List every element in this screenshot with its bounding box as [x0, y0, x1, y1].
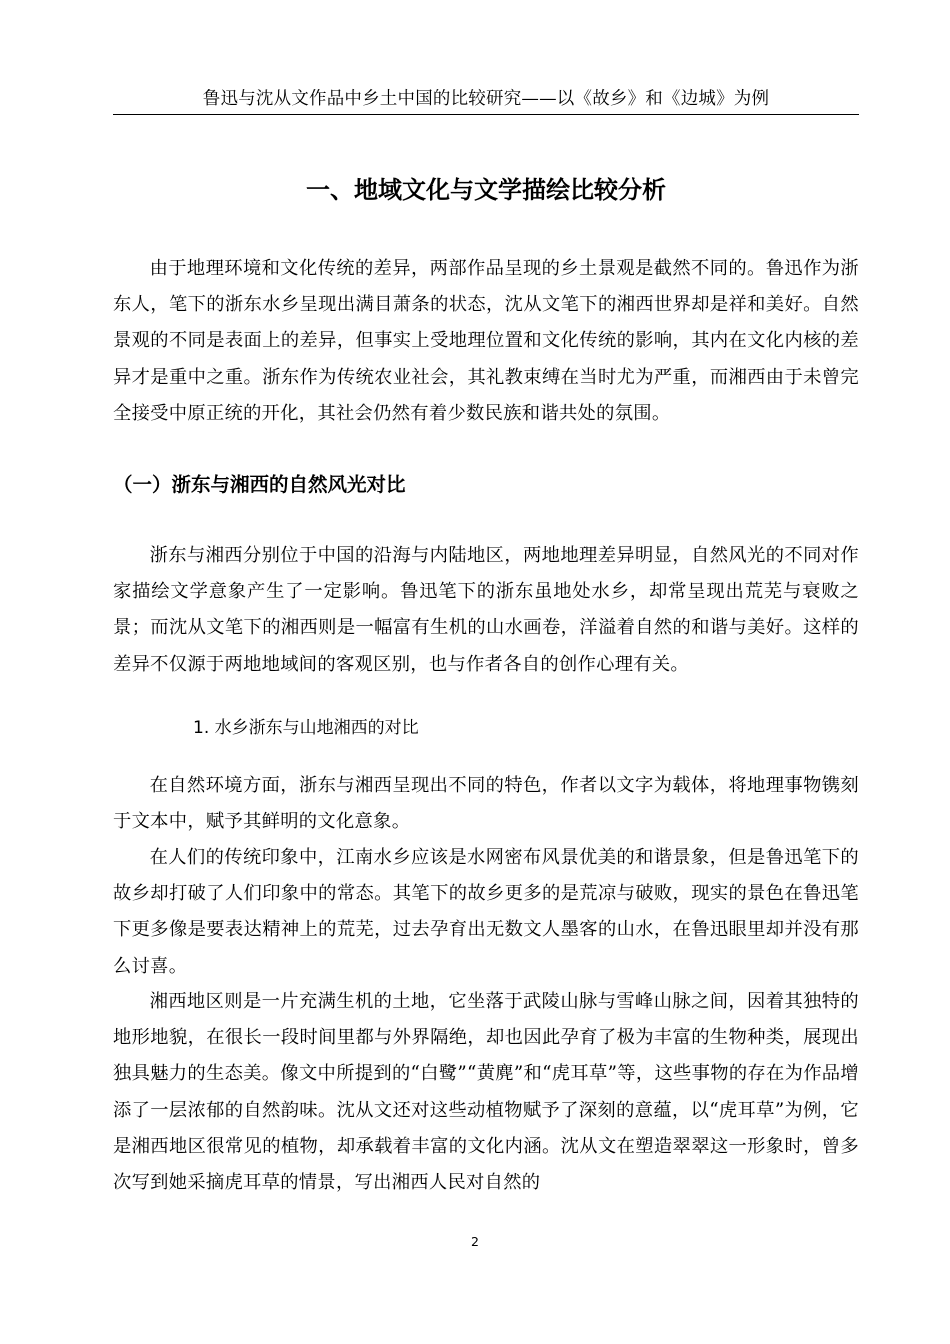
subsection-paragraph-1: 在自然环境方面，浙东与湘西呈现出不同的特色，作者以文字为载体，将地理事物镌刻于文本中，赋予其鲜明的文化意象。	[113, 775, 859, 833]
page-number: 2	[471, 1234, 479, 1249]
section-heading: （一）浙东与湘西的自然风光对比	[113, 473, 406, 496]
running-header: 鲁迅与沈从文作品中乡土中国的比较研究——以《故乡》和《边城》为例	[202, 89, 770, 109]
chapter-title: 一、地域文化与文学描绘比较分析	[306, 176, 666, 204]
section-paragraph: 浙东与湘西分别位于中国的沿海与内陆地区，两地地理差异明显，自然风光的不同对作家描绘文学意象产生了一定影响。鲁迅笔下的浙东虽地处水乡，却常呈现出荒芜与衰败之景；而沈从文笔下的湘西则是一幅富有生机的山水画卷，洋溢着自然的和谐与美好。这样的差异不仅源于两地地域间的客观区别，也与作者各自的创作心理有关。	[113, 545, 859, 675]
intro-paragraph: 由于地理环境和文化传统的差异，两部作品呈现的乡土景观是截然不同的。鲁迅作为浙东人，笔下的浙东水乡呈现出满目萧条的状态，沈从文笔下的湘西世界却是祥和美好。自然景观的不同是表面上的差异，但事实上受地理位置和文化传统的影响，其内在文化内核的差异才是重中之重。浙东作为传统农业社会，其礼教束缚在当时尤为严重，而湘西由于未曾完全接受中原正统的开化，其社会仍然有着少数民族和谐共处的氛围。	[113, 258, 859, 424]
subsection-paragraph-3: 湘西地区则是一片充满生机的土地，它坐落于武陵山脉与雪峰山脉之间，因着其独特的地形地貌，在很长一段时间里都与外界隔绝，却也因此孕育了极为丰富的生物种类，展现出独具魅力的生态美。像文中所提到的“白鹭”“黄麂”和“虎耳草”等，这些事物的存在为作品增添了一层浓郁的自然韵味。沈从文还对这些动植物赋予了深刻的意蕴，以“虎耳草”为例，它是湘西地区很常见的植物，却承载着丰富的文化内涵。沈从文在塑造翠翠这一形象时，曾多次写到她采摘虎耳草的情景，写出湘西人民对自然的	[113, 991, 859, 1194]
subsection-paragraph-2: 在人们的传统印象中，江南水乡应该是水网密布风景优美的和谐景象，但是鲁迅笔下的故乡却打破了人们印象中的常态。其笔下的故乡更多的是荒凉与破败，现实的景色在鲁迅笔下更多像是要表达精神上的荒芜，过去孕育出无数文人墨客的山水，在鲁迅眼里却并没有那么讨喜。	[113, 847, 859, 977]
subsection-heading: 1. 水乡浙东与山地湘西的对比	[193, 718, 419, 738]
header-rule	[113, 114, 859, 115]
